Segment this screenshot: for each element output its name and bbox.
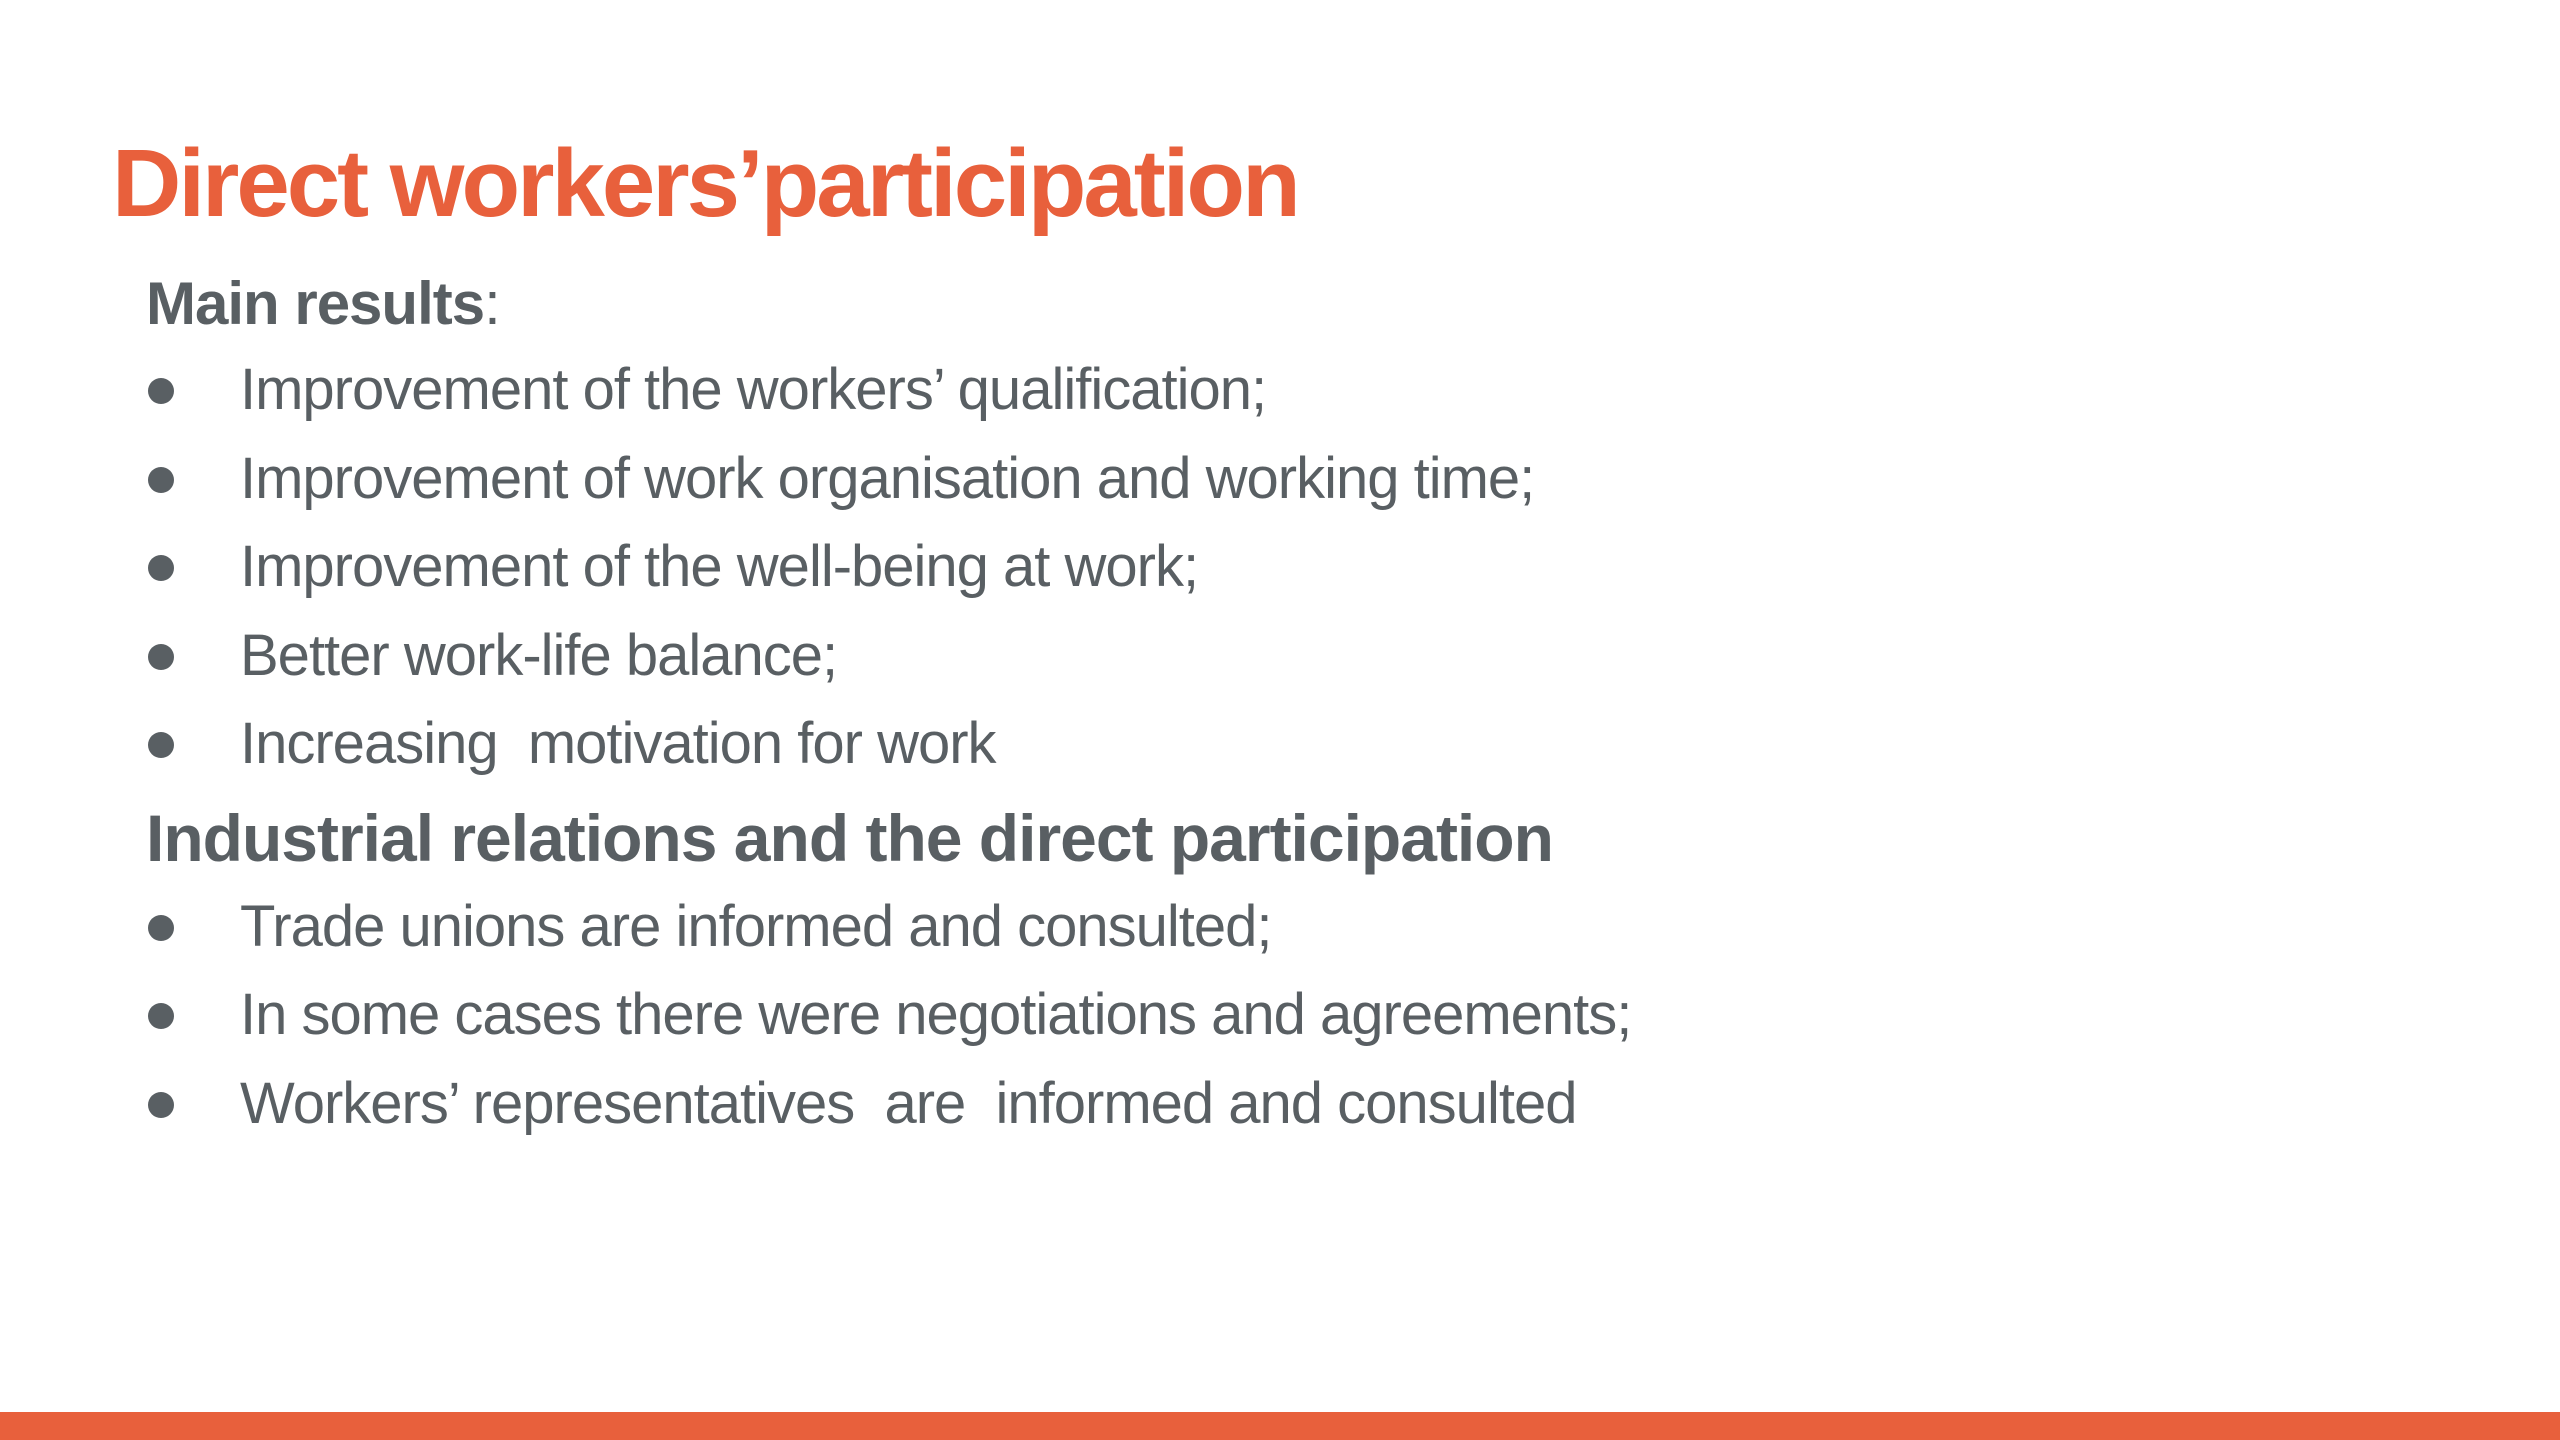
list-item-text: Increasing motivation for work xyxy=(240,711,996,776)
section-heading-industrial-relations xyxy=(146,793,2446,883)
main-results-list xyxy=(146,346,2446,789)
list-item-text: Improvement of the well-being at work; xyxy=(240,534,1199,599)
industrial-relations-list xyxy=(146,883,2446,1149)
list-item xyxy=(146,435,2446,524)
list-item-text: Better work-life balance; xyxy=(240,622,838,688)
list-item xyxy=(146,612,2446,701)
bullet-icon xyxy=(148,915,174,941)
bottom-accent-bar xyxy=(0,1412,2560,1440)
list-item xyxy=(146,523,2446,612)
bullet-icon xyxy=(148,378,174,404)
bullet-icon xyxy=(148,732,174,758)
bullet-icon xyxy=(148,467,174,493)
section-heading-main-results xyxy=(146,262,2446,346)
bullet-icon xyxy=(148,1092,174,1118)
section-heading-main-results-suffix: : xyxy=(484,270,500,337)
slide-title: Direct workers’participation xyxy=(112,130,1298,237)
list-item xyxy=(146,971,2446,1060)
list-item xyxy=(146,883,2446,972)
section-heading-industrial-relations-bold: Industrial relations and the direct participation xyxy=(146,800,1553,875)
list-item xyxy=(146,700,2446,789)
bullet-icon xyxy=(148,1003,174,1029)
list-item-text: Improvement of work organisation and working time; xyxy=(240,445,1535,511)
bullet-icon xyxy=(148,555,174,581)
list-item xyxy=(146,346,2446,435)
section-heading-main-results-bold: Main results xyxy=(146,270,485,337)
slide-body xyxy=(146,262,2446,1148)
bullet-icon xyxy=(148,644,174,670)
list-item-text: In some cases there were negotiations and agreements; xyxy=(240,982,1632,1047)
list-item-text: Workers’ representatives are informed and consulted xyxy=(240,1070,1577,1136)
list-item xyxy=(146,1060,2446,1149)
list-item-text: Improvement of the workers’ qualification; xyxy=(240,357,1267,422)
list-item-text: Trade unions are informed and consulted; xyxy=(240,893,1272,959)
